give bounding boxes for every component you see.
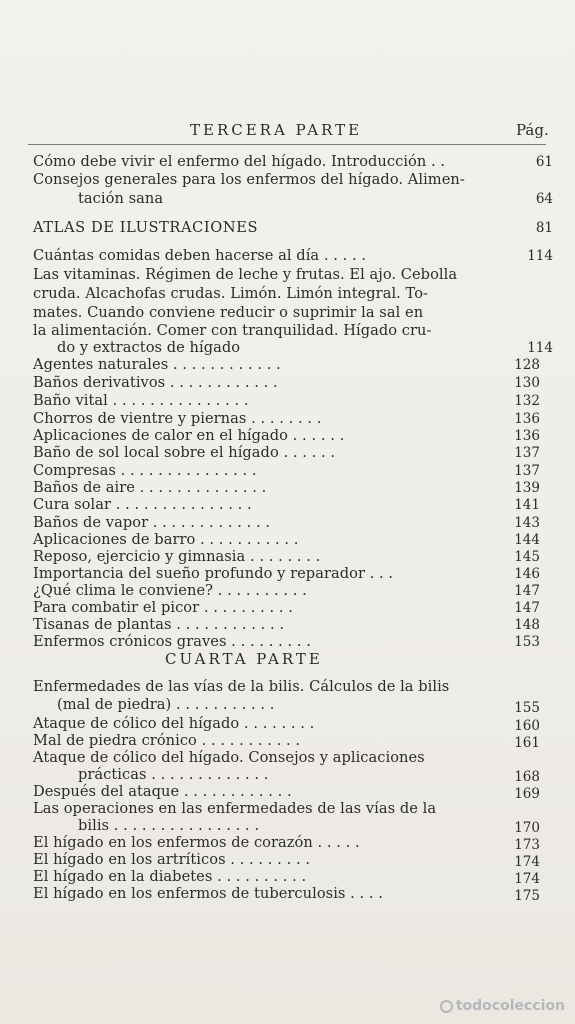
toc-entry: Importancia del sueño profundo y reparador . . . <box>33 565 394 582</box>
toc-page-number: 147 <box>514 583 540 599</box>
toc-entry: cruda. Alcachofas crudas. Limón. Limón integral. To- <box>33 285 429 302</box>
toc-page-number: 148 <box>514 617 540 633</box>
toc-entry: Después del ataque . . . . . . . . . . . . <box>33 783 292 800</box>
toc-page-number: 137 <box>514 445 540 461</box>
toc-entry: Baños derivativos . . . . . . . . . . . . <box>33 374 278 391</box>
toc-entry: do y extractos de hígado <box>57 339 241 356</box>
toc-page-number: 147 <box>514 600 540 616</box>
toc-page-number: 174 <box>514 871 540 887</box>
toc-entry: tación sana <box>78 190 164 207</box>
toc-entry: bilis . . . . . . . . . . . . . . . . <box>78 817 260 834</box>
toc-entry: Aplicaciones de barro . . . . . . . . . . . <box>33 531 299 548</box>
toc-entry: El hígado en la diabetes . . . . . . . . . . <box>33 868 307 885</box>
toc-page-number: 155 <box>514 700 540 716</box>
toc-page-number: 128 <box>514 357 540 373</box>
toc-entry: Baño vital . . . . . . . . . . . . . . . <box>33 392 249 409</box>
toc-page-number: 139 <box>514 480 540 496</box>
atlas-heading: ATLAS DE ILUSTRACIONES <box>33 219 259 236</box>
toc-page-number: 161 <box>514 735 540 751</box>
toc-entry: Chorros de vientre y piernas . . . . . . . . <box>33 410 322 427</box>
section-title-cuarta-parte: CUARTA PARTE <box>165 650 323 668</box>
toc-entry: Las operaciones en las enfermedades de las vías de la <box>33 800 437 817</box>
toc-entry: Compresas . . . . . . . . . . . . . . . <box>33 462 257 479</box>
toc-entry: Baños de vapor . . . . . . . . . . . . . <box>33 514 271 531</box>
toc-page-number: 175 <box>514 888 540 904</box>
toc-entry: El hígado en los enfermos de tuberculosis . . . . <box>33 885 383 902</box>
watermark-text: todocoleccion <box>455 998 565 1014</box>
toc-entry: Agentes naturales . . . . . . . . . . . . <box>33 356 281 373</box>
toc-page-number: 136 <box>514 411 540 427</box>
toc-entry: Baños de aire . . . . . . . . . . . . . . <box>33 479 267 496</box>
toc-page-number: 170 <box>514 820 540 836</box>
divider-line <box>28 144 546 145</box>
toc-entry: (mal de piedra) . . . . . . . . . . . <box>57 696 275 713</box>
toc-entry: Para combatir el picor . . . . . . . . . . <box>33 599 293 616</box>
toc-page-number: 144 <box>514 532 540 548</box>
toc-page-number: 61 <box>535 154 553 170</box>
toc-entry: prácticas . . . . . . . . . . . . . <box>78 766 269 783</box>
watermark-logo <box>440 998 565 1014</box>
toc-page-number: 146 <box>514 566 540 582</box>
toc-page-number: 137 <box>514 463 540 479</box>
toc-entry: Enfermedades de las vías de la bilis. Cálculos de la bilis <box>33 678 450 695</box>
toc-entry: El hígado en los enfermos de corazón . . . . . <box>33 834 360 851</box>
toc-page-number: 169 <box>514 786 540 802</box>
toc-entry: Cuántas comidas deben hacerse al día . . . . . <box>33 247 367 264</box>
toc-entry: Mal de piedra crónico . . . . . . . . . . . <box>33 732 301 749</box>
toc-entry: Cómo debe vivir el enfermo del hígado. Introducción . . <box>33 153 446 170</box>
section-title-tercera-parte: TERCERA PARTE <box>190 121 363 139</box>
toc-page-number: 153 <box>514 634 540 650</box>
toc-entry: ¿Qué clima le conviene? . . . . . . . . . . <box>33 582 307 599</box>
toc-entry: Reposo, ejercicio y gimnasia . . . . . . . . <box>33 548 321 565</box>
toc-page-number: 64 <box>535 191 553 207</box>
toc-page-number: 136 <box>514 428 540 444</box>
toc-page-number: 114 <box>527 340 553 356</box>
toc-page-number: 132 <box>514 393 540 409</box>
toc-entry: Las vitaminas. Régimen de leche y frutas. El ajo. Cebolla <box>33 266 458 283</box>
toc-entry: El hígado en los artríticos . . . . . . . . . <box>33 851 311 868</box>
toc-page-number: 81 <box>535 220 553 236</box>
toc-entry: Tisanas de plantas . . . . . . . . . . . . <box>33 616 285 633</box>
toc-entry: Baño de sol local sobre el hígado . . . . . . <box>33 444 336 461</box>
toc-page-number: 114 <box>527 248 553 264</box>
toc-entry: Ataque de cólico del hígado. Consejos y aplicaciones <box>33 749 425 766</box>
toc-page-number: 168 <box>514 769 540 785</box>
toc-entry: Enfermos crónicos graves . . . . . . . . . <box>33 633 311 650</box>
watermark-icon <box>440 1000 453 1013</box>
toc-page-number: 174 <box>514 854 540 870</box>
toc-entry: Aplicaciones de calor en el hígado . . . . . . <box>33 427 345 444</box>
toc-page-number: 173 <box>514 837 540 853</box>
toc-entry: Consejos generales para los enfermos del hígado. Alimen- <box>33 171 465 188</box>
toc-page-number: 130 <box>514 375 540 391</box>
toc-entry: la alimentación. Comer con tranquilidad. Hígado cru- <box>33 322 432 339</box>
toc-entry: mates. Cuando conviene reducir o suprimir la sal en <box>33 304 424 321</box>
toc-page-number: 160 <box>514 718 540 734</box>
toc-entry: Cura solar . . . . . . . . . . . . . . . <box>33 496 252 513</box>
toc-entry: Ataque de cólico del hígado . . . . . . . . <box>33 715 315 732</box>
toc-page-number: 145 <box>514 549 540 565</box>
toc-page-number: 141 <box>514 497 540 513</box>
page-column-label: Pág. <box>516 121 549 139</box>
toc-page-number: 143 <box>514 515 540 531</box>
